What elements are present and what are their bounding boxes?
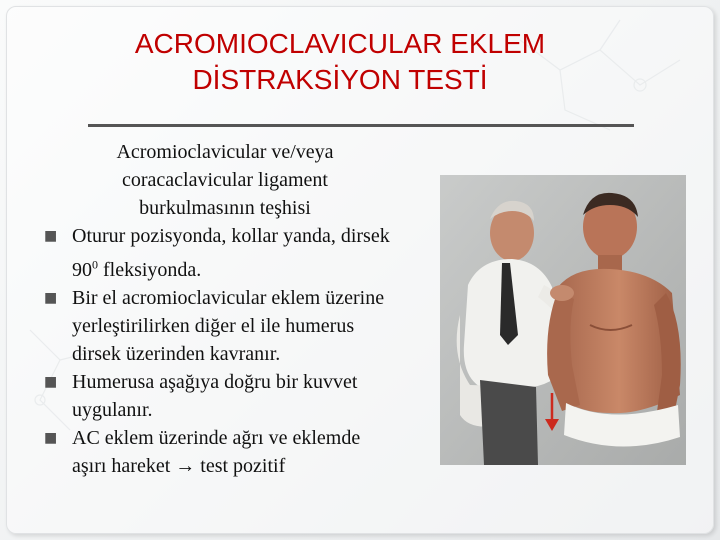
clinical-photo (440, 175, 686, 465)
square-bullet-icon: ■ (44, 429, 58, 446)
list-item (44, 222, 394, 284)
square-bullet-icon: ■ (44, 289, 58, 306)
intro-line: coracaclavicular ligament (122, 169, 328, 191)
square-bullet-icon: ■ (44, 228, 58, 244)
bullet-text (72, 225, 390, 281)
intro-line: burkulmasının teşhisi (139, 197, 311, 219)
slide-title (80, 26, 600, 98)
list-item (44, 284, 394, 368)
title-divider (88, 124, 634, 127)
intro-text (60, 138, 390, 222)
bullet-text-end: fleksiyonda. (98, 258, 202, 281)
bullet-text: Bir el acromioclavicular eklem üzerine yerleştirilirken diğer el ile humerus dirsek üzerinden kavranır. (72, 286, 385, 365)
square-bullet-icon: ■ (44, 373, 58, 390)
slide-title-line: DİSTRAKSİYON TESTİ (192, 64, 488, 95)
bullet-text-main: Oturur pozisyonda, kollar yanda, dirsek 90 (72, 225, 390, 281)
list-item (44, 424, 394, 480)
bullet-text: AC eklem üzerinde ağrı ve eklemde aşırı hareket → test pozitif (72, 426, 361, 477)
degree-superscript: 0 (92, 257, 98, 271)
bullet-list (44, 222, 394, 480)
slide-title-line: ACROMIOCLAVICULAR EKLEM (134, 28, 546, 59)
bullet-text: Humerusa aşağıya doğru bir kuvvet uygulanır. (72, 370, 358, 421)
photo-illustration (440, 175, 686, 465)
list-item (44, 368, 394, 424)
hand-on-shoulder (550, 285, 574, 301)
intro-line: Acromioclavicular ve/veya (116, 141, 334, 163)
